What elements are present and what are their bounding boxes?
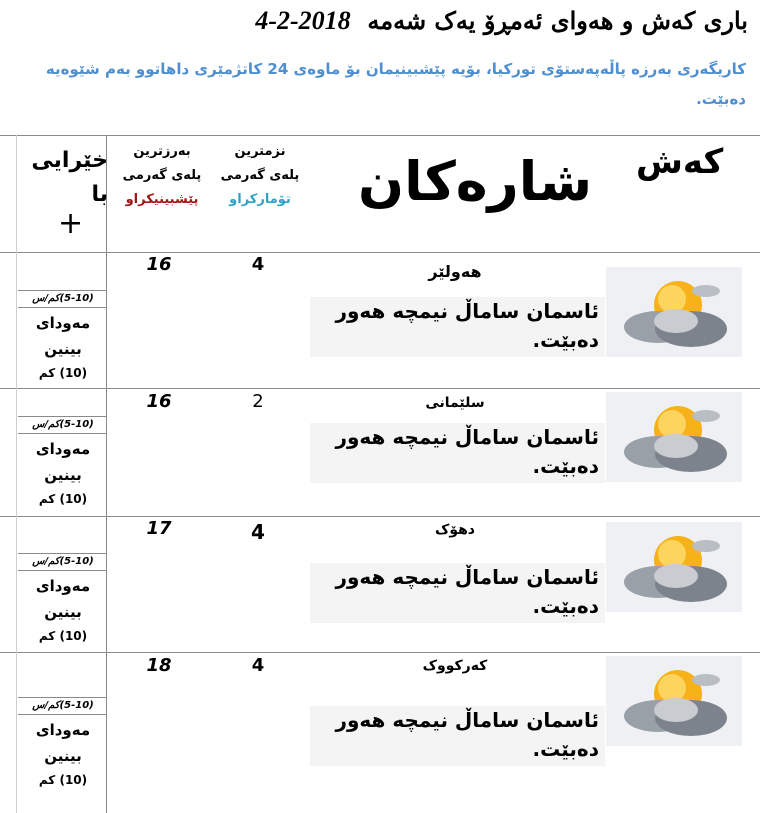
wind-header-line2: با bbox=[91, 182, 108, 207]
min-temp-header bbox=[212, 140, 308, 212]
table-top-border bbox=[0, 135, 760, 136]
row-divider bbox=[0, 652, 760, 653]
min-header-line3: تۆمارکراو bbox=[229, 192, 291, 207]
min-header-line2: پلەی گەرمی bbox=[220, 168, 300, 183]
min-temp: 2 bbox=[252, 391, 264, 412]
column-divider bbox=[106, 135, 107, 813]
visibility-label2: بینین bbox=[44, 603, 82, 621]
min-temp: 4 bbox=[251, 655, 265, 676]
max-temp: 17 bbox=[146, 518, 172, 539]
wind-speed-header bbox=[28, 144, 108, 212]
visibility-label1: مەودای bbox=[35, 721, 91, 739]
visibility-label2: بینین bbox=[44, 340, 82, 358]
max-temp: 18 bbox=[146, 655, 172, 676]
row-divider bbox=[0, 388, 760, 389]
cities-column-header: شارەکان bbox=[358, 150, 593, 213]
visibility bbox=[24, 573, 102, 647]
wind-divider bbox=[18, 290, 106, 291]
city-name: سلێمانی bbox=[425, 395, 485, 411]
wind-header-line1: خێرایی bbox=[31, 148, 108, 173]
column-divider bbox=[16, 135, 17, 813]
title-text: باری کەش و هەوای ئەمڕۆ یەک شەمە bbox=[367, 6, 748, 35]
row-divider bbox=[0, 252, 760, 253]
max-temp: 16 bbox=[146, 391, 172, 412]
visibility-value: (10) کم bbox=[38, 492, 88, 506]
min-header-line1: نزمترین bbox=[234, 144, 286, 159]
visibility-label2: بینین bbox=[44, 747, 82, 765]
city-name: دهۆک bbox=[434, 522, 475, 538]
min-temp: 4 bbox=[251, 520, 265, 544]
wind-divider bbox=[18, 570, 106, 571]
visibility-label1: مەودای bbox=[35, 577, 91, 595]
visibility-value: (10) کم bbox=[38, 773, 88, 787]
wind-divider bbox=[18, 553, 106, 554]
visibility-value: (10) کم bbox=[38, 629, 88, 643]
visibility-value: (10) کم bbox=[38, 366, 88, 380]
min-temp: 4 bbox=[251, 254, 265, 275]
subtitle: کاریگەری بەرزە پاڵەپەستۆی تورکیا، بۆیە پێشبینیمان بۆ ماوەی 24 کاتژمێری داهاتوو بەم شێوەیە دەبێت. bbox=[45, 60, 746, 108]
forecast-description: ئاسمان ساماڵ نیمچە هەور دەبێت. bbox=[310, 423, 605, 483]
visibility bbox=[24, 717, 102, 791]
wind-divider bbox=[18, 416, 106, 417]
page-title bbox=[8, 6, 748, 36]
visibility-label1: مەودای bbox=[35, 440, 91, 458]
wind-divider bbox=[18, 307, 106, 308]
partly-cloudy-icon bbox=[606, 656, 742, 746]
max-header-line3: پێشبینیکراو bbox=[125, 192, 199, 207]
wind-speed-value: (5-10)کم/س bbox=[32, 293, 94, 304]
wind-speed-value: (5-10)کم/س bbox=[32, 556, 94, 567]
partly-cloudy-icon bbox=[606, 392, 742, 482]
forecast-description: ئاسمان ساماڵ نیمچە هەور دەبێت. bbox=[310, 706, 605, 766]
partly-cloudy-icon bbox=[606, 267, 742, 357]
title-date: 2018-2-4 bbox=[255, 6, 351, 35]
plus-icon: + bbox=[58, 206, 84, 241]
city-name: هەولێر bbox=[428, 262, 482, 281]
max-header-line1: بەرزترین bbox=[133, 144, 191, 159]
wind-divider bbox=[18, 433, 106, 434]
wind-divider bbox=[18, 714, 106, 715]
forecast-description: ئاسمان ساماڵ نیمچە هەور دەبێت. bbox=[310, 563, 605, 623]
wind-speed-value: (5-10)کم/س bbox=[32, 700, 94, 711]
wind-speed-value: (5-10)کم/س bbox=[32, 419, 94, 430]
city-name: کەرکووک bbox=[422, 658, 488, 674]
visibility-label2: بینین bbox=[44, 466, 82, 484]
visibility bbox=[24, 310, 102, 384]
weather-column-header: کەش bbox=[636, 142, 724, 182]
partly-cloudy-icon bbox=[606, 522, 742, 612]
max-temp-header bbox=[114, 140, 210, 212]
row-divider bbox=[0, 516, 760, 517]
forecast-description: ئاسمان ساماڵ نیمچە هەور دەبێت. bbox=[310, 297, 605, 357]
max-header-line2: پلەی گەرمی bbox=[122, 168, 202, 183]
max-temp: 16 bbox=[146, 254, 172, 275]
visibility-label1: مەودای bbox=[35, 314, 91, 332]
visibility bbox=[24, 436, 102, 510]
wind-divider bbox=[18, 697, 106, 698]
